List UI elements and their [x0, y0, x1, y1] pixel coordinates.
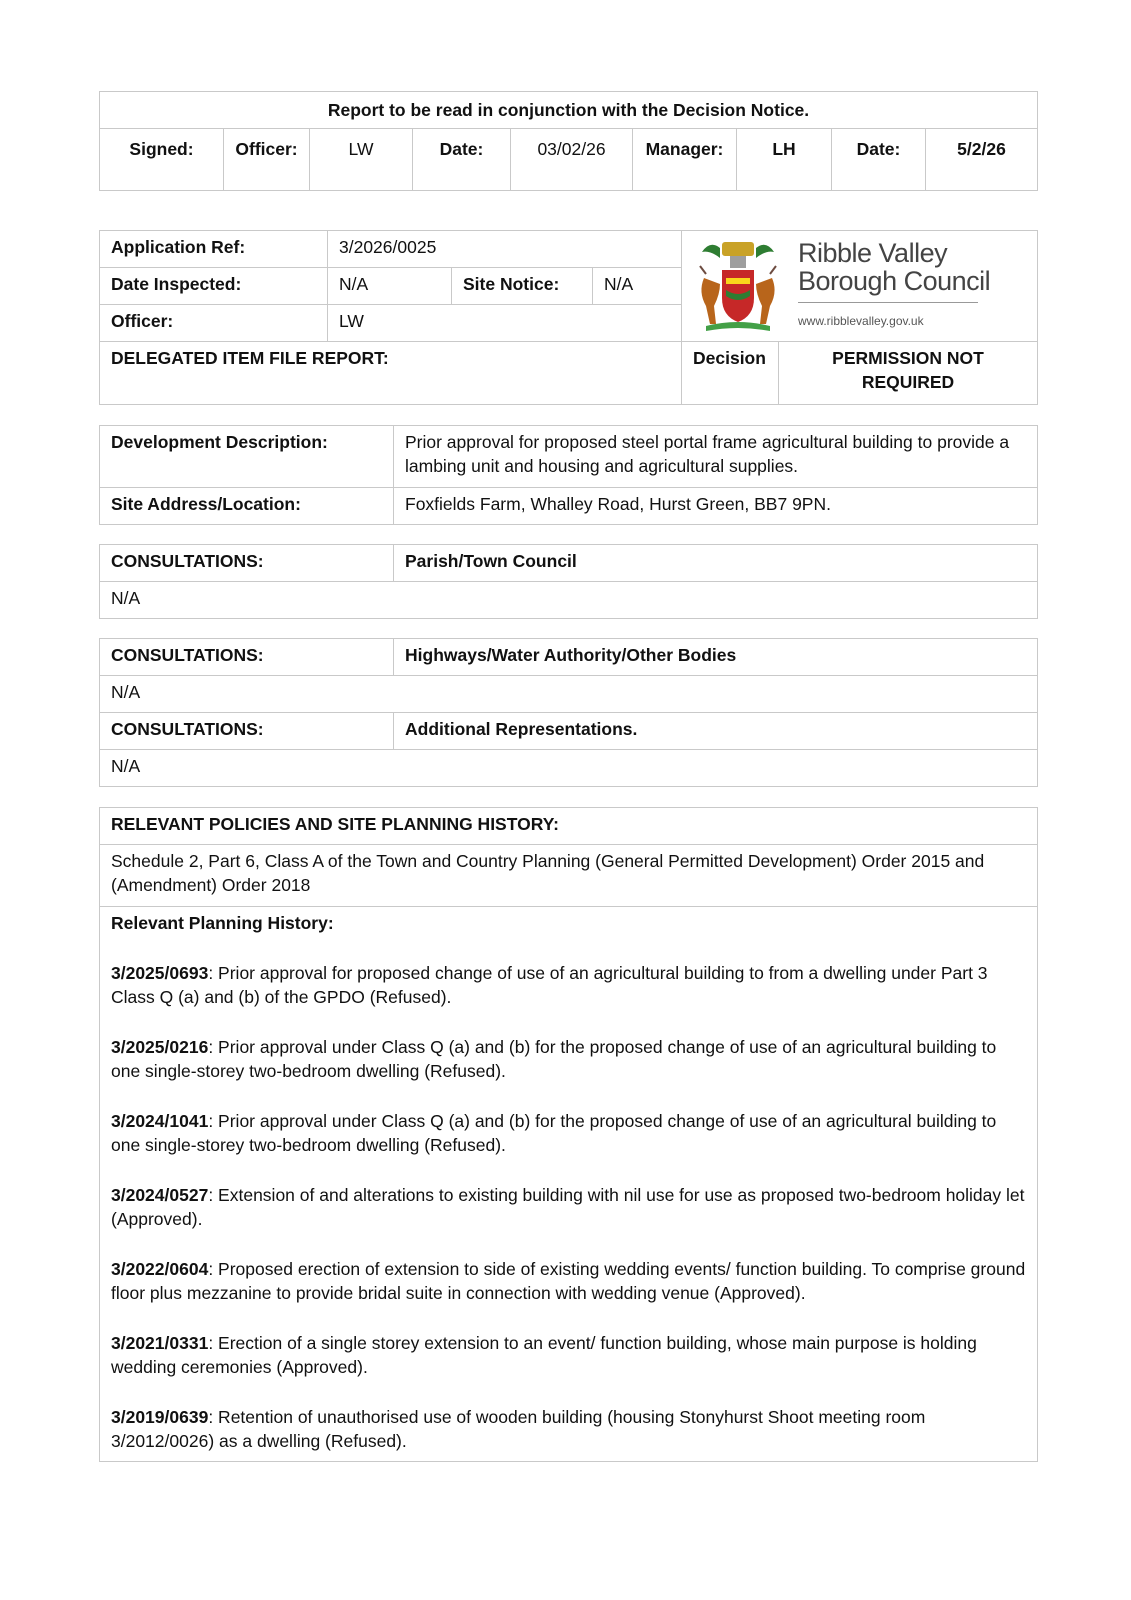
manager-date-label: Date:: [832, 129, 926, 191]
signed-label: Signed:: [100, 129, 224, 191]
date-label: Date:: [413, 129, 511, 191]
history-entry: [111, 1183, 1026, 1231]
history-ref: 3/2021/0331: [111, 1333, 209, 1353]
consultation-body: Additional Representations.: [394, 713, 1038, 750]
consultation-other-table: [99, 638, 1038, 787]
history-ref: 3/2024/1041: [111, 1111, 209, 1131]
application-ref-value: 3/2026/0025: [328, 231, 682, 268]
date-inspected-label: Date Inspected:: [100, 268, 328, 305]
officer-label: Officer:: [224, 129, 310, 191]
application-officer-label: Officer:: [100, 305, 328, 342]
consultation-value: N/A: [100, 676, 1038, 713]
history-entry: [111, 1331, 1026, 1379]
consultation-label: CONSULTATIONS:: [100, 713, 394, 750]
history-entry: [111, 961, 1026, 1009]
consultation-value: N/A: [100, 582, 1038, 619]
history-text: : Prior approval for proposed change of use of an agricultural building to from a dwelling under Part 3 Class Q (a) and (b) of the GPDO (Refused).: [111, 963, 988, 1007]
history-entry: [111, 1109, 1026, 1157]
planning-history-heading: Relevant Planning History:: [111, 913, 334, 933]
site-notice-value: N/A: [593, 268, 682, 305]
application-officer-value: LW: [328, 305, 682, 342]
decision-value: PERMISSION NOT REQUIRED: [779, 342, 1038, 405]
consultation-label: CONSULTATIONS:: [100, 545, 394, 582]
history-ref: 3/2022/0604: [111, 1259, 209, 1279]
signoff-table: [99, 91, 1038, 191]
date-inspected-value: N/A: [328, 268, 452, 305]
consultation-parish-table: [99, 544, 1038, 619]
consultation-label: CONSULTATIONS:: [100, 639, 394, 676]
history-ref: 3/2025/0216: [111, 1037, 209, 1057]
decision-label: Decision: [682, 342, 779, 405]
report-notice: Report to be read in conjunction with the Decision Notice.: [100, 92, 1038, 129]
council-url: www.ribblevalley.gov.uk: [798, 314, 924, 328]
application-ref-label: Application Ref:: [100, 231, 328, 268]
development-table: [99, 425, 1038, 525]
history-text: : Erection of a single storey extension to an event/ function building, whose main purpose is holding wedding ceremonies (Approved).: [111, 1333, 977, 1377]
history-text: : Retention of unauthorised use of wooden building (housing Stonyhurst Shoot meeting room 3/2012/0026) as a dwelling (Refused).: [111, 1407, 926, 1451]
officer-value: LW: [310, 129, 413, 191]
site-notice-label: Site Notice:: [452, 268, 593, 305]
history-entry: [111, 1405, 1026, 1453]
policies-text: Schedule 2, Part 6, Class A of the Town and Country Planning (General Permitted Development) Order 2015 and (Amendment) Order 2018: [100, 845, 1038, 907]
history-text: : Prior approval under Class Q (a) and (b) for the proposed change of use of an agricultural building to one single-storey two-bedroom dwelling (Refused).: [111, 1111, 997, 1155]
development-description-value: Prior approval for proposed steel portal frame agricultural building to provide a lambing unit and housing and agricultural supplies.: [394, 426, 1038, 488]
history-text: : Proposed erection of extension to side of existing wedding events/ function building. To comprise ground floor plus mezzanine to provide bridal suite in connection with wedding venue (Approved).: [111, 1259, 1026, 1303]
planning-history: [100, 907, 1038, 1462]
council-logo: [682, 231, 1038, 342]
coat-of-arms-icon: [692, 238, 784, 334]
history-ref: 3/2024/0527: [111, 1185, 209, 1205]
delegated-report-label: DELEGATED ITEM FILE REPORT:: [100, 342, 682, 405]
history-ref: 3/2019/0639: [111, 1407, 209, 1427]
date-value: 03/02/26: [511, 129, 633, 191]
history-text: : Prior approval under Class Q (a) and (b) for the proposed change of use of an agricultural building to one single-storey two-bedroom dwelling (Refused).: [111, 1037, 997, 1081]
consultation-body: Parish/Town Council: [394, 545, 1038, 582]
history-text: : Extension of and alterations to existing building with nil use for use as proposed two-bedroom holiday let (Approved).: [111, 1185, 1025, 1229]
consultation-body: Highways/Water Authority/Other Bodies: [394, 639, 1038, 676]
consultation-value: N/A: [100, 750, 1038, 787]
history-ref: 3/2025/0693: [111, 963, 209, 983]
site-address-value: Foxfields Farm, Whalley Road, Hurst Green, BB7 9PN.: [394, 488, 1038, 525]
site-address-label: Site Address/Location:: [100, 488, 394, 525]
logo-divider: [798, 302, 978, 303]
policies-heading: RELEVANT POLICIES AND SITE PLANNING HISTORY:: [100, 808, 1038, 845]
council-name-line1: Ribble Valley: [798, 238, 948, 268]
manager-label: Manager:: [633, 129, 737, 191]
manager-date-value: 5/2/26: [926, 129, 1038, 191]
history-entry: [111, 1035, 1026, 1083]
policies-table: [99, 807, 1038, 1462]
history-entry: [111, 1257, 1026, 1305]
manager-value: LH: [737, 129, 832, 191]
application-table: [99, 230, 1038, 405]
council-name-line2: Borough Council: [798, 266, 991, 296]
development-description-label: Development Description:: [100, 426, 394, 488]
